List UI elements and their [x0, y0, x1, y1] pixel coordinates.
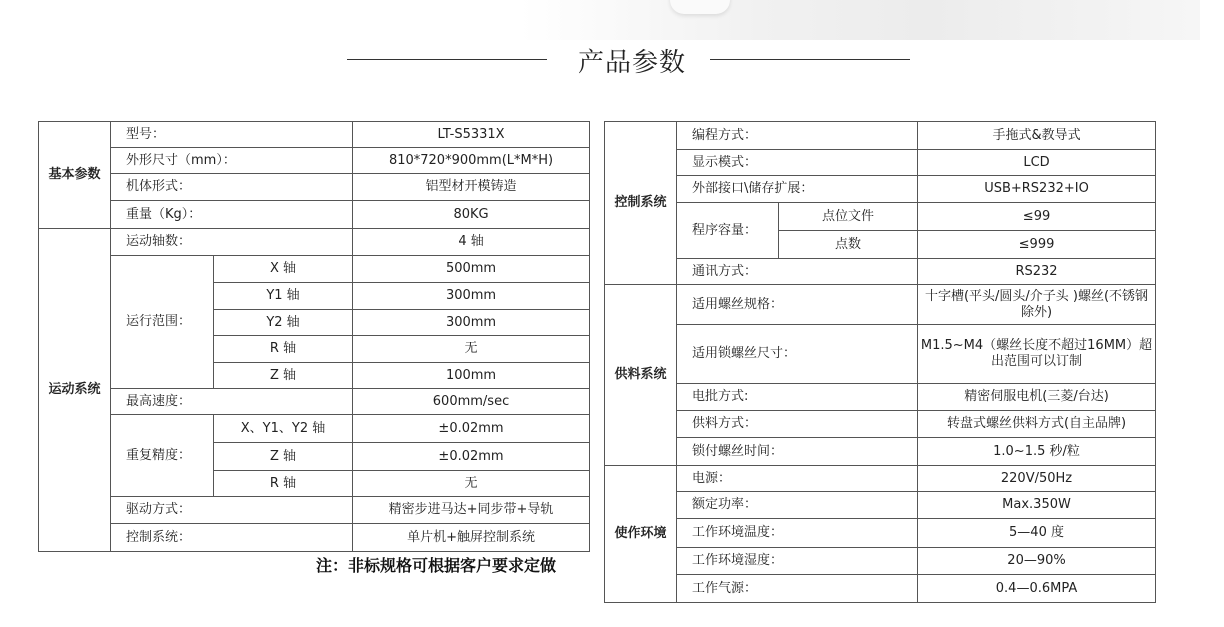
table-row: [605, 548, 1156, 575]
spec-label: 电批方式:: [677, 384, 918, 411]
spec-value: 单片机+触屏控制系统: [353, 524, 590, 552]
axis-label: Y2 轴: [214, 310, 353, 336]
table-row: [605, 259, 1156, 285]
title-rule-right: [710, 59, 910, 60]
spec-table-right: [604, 121, 1156, 603]
spec-label: 驱动方式：: [111, 497, 353, 524]
spec-value: 0.4—0.6MPA: [918, 575, 1156, 603]
spec-label: 电源：: [677, 466, 918, 492]
spec-value: 5—40 度: [918, 519, 1156, 548]
axis-label: X 轴: [214, 256, 353, 283]
spec-label: 重量（Kg）：: [111, 201, 353, 229]
table-row: [39, 256, 590, 283]
table-row: [605, 325, 1156, 384]
spec-value: 300mm: [353, 310, 590, 336]
spec-label: 重复精度：: [111, 415, 214, 497]
table-row: [605, 492, 1156, 519]
table-row: [605, 285, 1156, 325]
spec-value: 精密伺服电机(三菱/台达): [918, 384, 1156, 411]
axis-label: R 轴: [214, 471, 353, 497]
group-label-basic: 基本参数: [39, 122, 111, 229]
spec-label: 适用螺丝规格：: [677, 285, 918, 325]
spec-value: 300mm: [353, 283, 590, 310]
product-image-fragment: [670, 0, 730, 14]
spec-value: 810*720*900mm(L*M*H): [353, 148, 590, 174]
table-row: [605, 466, 1156, 492]
page-title: 产品参数: [577, 48, 686, 78]
custom-note: 注：非标规格可根据客户要求定做: [316, 556, 557, 575]
spec-value: 220V/50Hz: [918, 466, 1156, 492]
spec-value: 80KG: [353, 201, 590, 229]
spec-label: 型号：: [111, 122, 353, 148]
table-row: [605, 150, 1156, 176]
spec-value: M1.5~M4（螺丝长度不超过16MM）超出范围可以订制: [918, 325, 1156, 384]
table-row: [605, 203, 1156, 231]
spec-value: 精密步进马达+同步带+导轨: [353, 497, 590, 524]
spec-label: 程序容量：: [677, 203, 779, 259]
table-row: [605, 438, 1156, 466]
table-row: [39, 497, 590, 524]
table-row: [39, 148, 590, 174]
spec-value: ≤999: [918, 231, 1156, 259]
spec-value: 500mm: [353, 256, 590, 283]
spec-value: 1.0~1.5 秒/粒: [918, 438, 1156, 466]
spec-label: 最高速度：: [111, 389, 353, 415]
spec-value: 20—90%: [918, 548, 1156, 575]
spec-value: 600mm/sec: [353, 389, 590, 415]
spec-label: 工作环境湿度：: [677, 548, 918, 575]
spec-value: Max.350W: [918, 492, 1156, 519]
spec-label: 工作气源：: [677, 575, 918, 603]
axis-label: Z 轴: [214, 363, 353, 389]
spec-value: LCD: [918, 150, 1156, 176]
spec-label: 工作环境温度：: [677, 519, 918, 548]
axis-label: Y1 轴: [214, 283, 353, 310]
axis-label: R 轴: [214, 336, 353, 363]
table-row: [605, 575, 1156, 603]
spec-label: 控制系统：: [111, 524, 353, 552]
sub-label: 点数: [779, 231, 918, 259]
spec-value: 十字槽(平头/圆头/介子头 )螺丝(不锈钢除外): [918, 285, 1156, 325]
table-row: [39, 524, 590, 552]
spec-value: ≤99: [918, 203, 1156, 231]
spec-label: 运行范围：: [111, 256, 214, 389]
spec-value: 4 轴: [353, 229, 590, 256]
spec-label: 机体形式：: [111, 174, 353, 201]
table-row: [605, 176, 1156, 203]
spec-value: 无: [353, 336, 590, 363]
table-row: [39, 174, 590, 201]
spec-label: 通讯方式：: [677, 259, 918, 285]
spec-table-left: [38, 121, 590, 552]
spec-label: 适用锁螺丝尺寸：: [677, 325, 918, 384]
spec-label: 运动轴数：: [111, 229, 353, 256]
table-row: [39, 415, 590, 443]
table-row: [605, 411, 1156, 438]
table-row: [605, 519, 1156, 548]
group-label-motion: 运动系统: [39, 229, 111, 552]
spec-value: 手拖式&教导式: [918, 122, 1156, 150]
table-row: [605, 122, 1156, 150]
spec-value: ±0.02mm: [353, 443, 590, 471]
spec-value: 100mm: [353, 363, 590, 389]
table-row: [39, 201, 590, 229]
spec-label: 锁付螺丝时间：: [677, 438, 918, 466]
spec-label: 额定功率：: [677, 492, 918, 519]
table-row: [39, 122, 590, 148]
spec-label: 外部接口\储存扩展：: [677, 176, 918, 203]
group-label-env: 使作环境: [605, 466, 677, 603]
table-row: [39, 229, 590, 256]
spec-value: 无: [353, 471, 590, 497]
spec-value: RS232: [918, 259, 1156, 285]
table-row: [39, 389, 590, 415]
spec-value: 铝型材开模铸造: [353, 174, 590, 201]
top-banner-image: [520, 0, 1200, 40]
spec-label: 显示模式：: [677, 150, 918, 176]
sub-label: 点位文件: [779, 203, 918, 231]
spec-value: ±0.02mm: [353, 415, 590, 443]
spec-label: 编程方式：: [677, 122, 918, 150]
group-label-feed: 供料系统: [605, 285, 677, 466]
spec-label: 供料方式：: [677, 411, 918, 438]
spec-label: 外形尺寸（mm）：: [111, 148, 353, 174]
spec-value: 转盘式螺丝供料方式(自主品牌): [918, 411, 1156, 438]
axis-label: X、Y1、Y2 轴: [214, 415, 353, 443]
spec-value: LT-S5331X: [353, 122, 590, 148]
axis-label: Z 轴: [214, 443, 353, 471]
spec-value: USB+RS232+IO: [918, 176, 1156, 203]
group-label-control: 控制系统: [605, 122, 677, 285]
title-rule-left: [347, 59, 547, 60]
table-row: [605, 384, 1156, 411]
